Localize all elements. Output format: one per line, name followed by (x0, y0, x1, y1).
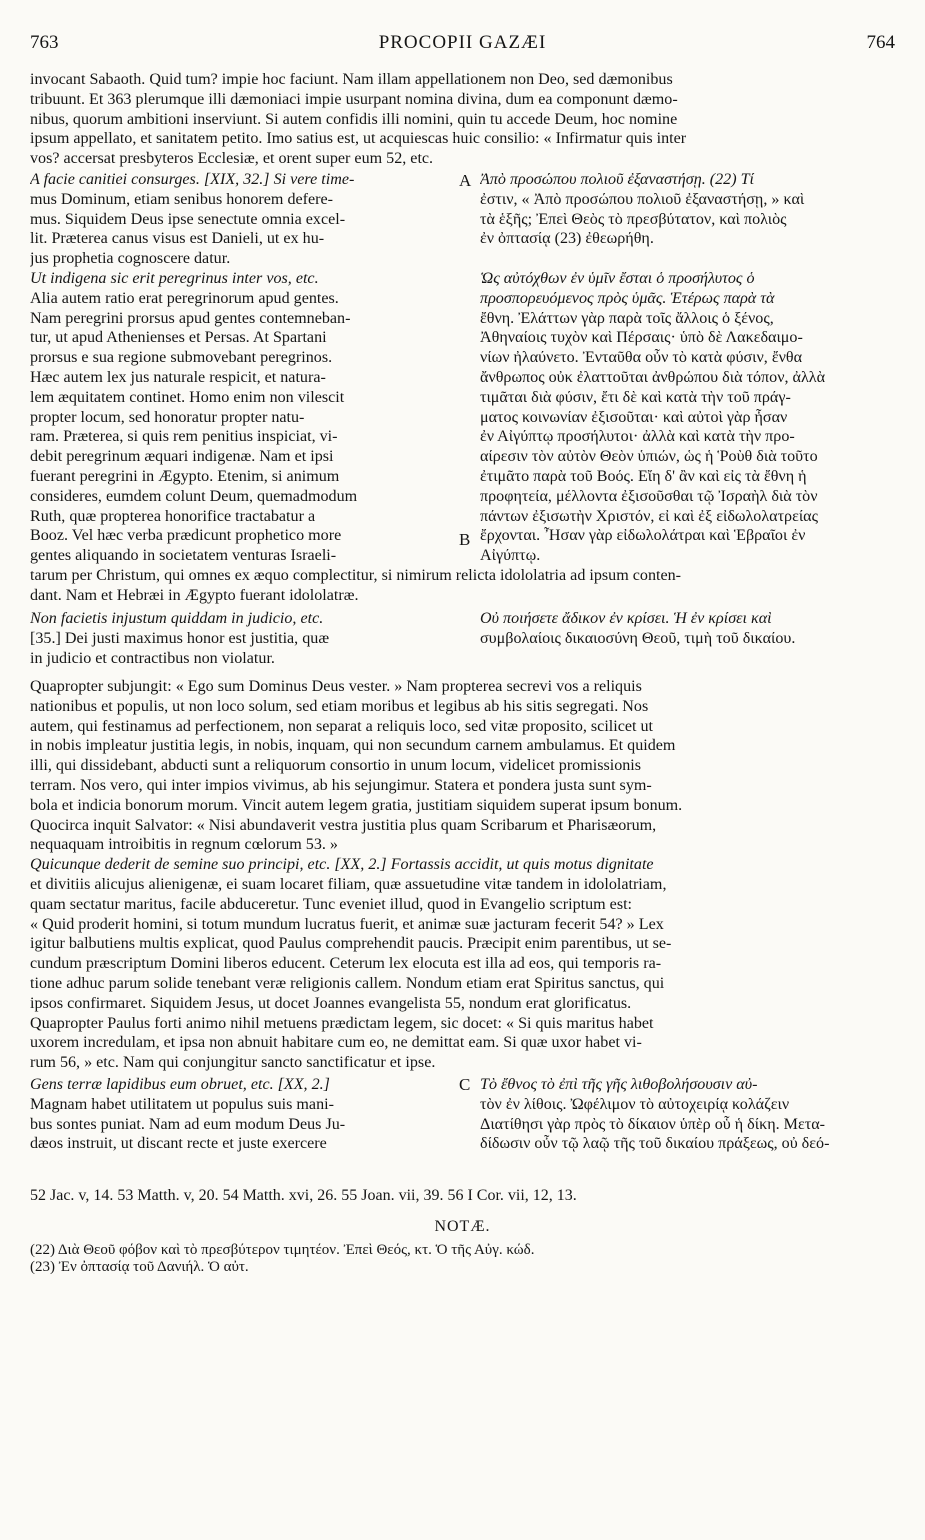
greek-column-3 (480, 1075, 892, 1154)
text-line: tione adhuc parum solide tenebant veræ religionis callem. Nondum etiam erat Spiritus sanctus, qui (30, 974, 665, 992)
text-line: Alia autem ratio erat peregrinorum apud gentes. (30, 289, 339, 307)
text-line: Nam peregrini prorsus apud gentes contemneban- (30, 309, 351, 327)
page-number-left: 763 (30, 32, 59, 53)
margin-mark-c: C (459, 1075, 471, 1094)
note-item: (23) Ἐν ὀπτασίᾳ τοῦ Δανιήλ. Ὁ αὐτ. (30, 1259, 249, 1275)
text-line: « Quid proderit homini, si totum mundum lucratus fuerit, et animæ suæ jacturam fecerit 54? » Lex (30, 915, 664, 933)
margin-mark-a: A (459, 171, 472, 190)
text-line: dant. Nam et Hebræi in Ægypto fuerant idololatræ. (30, 586, 359, 604)
text-line: tribuunt. Et 363 plerumque illi dæmoniaci impie usurpant nomina divina, dum ea componunt dæmo- (30, 90, 678, 108)
text-line: bola et indicia bonorum morum. Vincit autem legem gratia, justitiam siquidem superat ipsum bonum. (30, 796, 683, 814)
latin-column-2 (30, 609, 458, 668)
text-line: ἔθνη. Ἐλάττων γὰρ παρὰ τοῖς ἄλλοις ὁ ξένος, (480, 309, 774, 327)
notae-heading: NOTÆ. (434, 1218, 491, 1235)
text-line: Αἰγύπτῳ. (480, 547, 541, 565)
text-line: Διατίθησι γὰρ πρὸς τὸ δίκαιον ὑπὲρ οὗ ἡ δίκη. Μετα- (480, 1115, 825, 1133)
text-line: ram. Præterea, si quis rem penitius inspiciat, vi- (30, 428, 338, 446)
latin-column-1 (30, 170, 458, 566)
text-line: quam sectatur maritus, facile abduceretur. Tunc eveniet illud, quod in Evangelio scriptum est: (30, 895, 633, 913)
text-line: ipsum appellato, et sanitatem petito. Imo satius est, ut acquiescas huic consilio: « Infirmatur quis inter (30, 130, 687, 148)
main-paragraph (30, 677, 892, 1073)
text-line: autem, qui festinamus ad perfectionem, non separat a reliquis loco, sed vitæ proposito, scilicet ut (30, 717, 654, 735)
text-line: rum 56, » etc. Nam qui conjungitur sancto sanctificatur et ipse. (30, 1054, 436, 1072)
greek-column-1 (480, 170, 892, 566)
text-line: igitur balbutiens multis explicat, quod Paulus comprehendit paucis. Præcipit enim parentibus, ut se- (30, 935, 672, 953)
latin-column-3 (30, 1075, 458, 1154)
text-line: tarum per Christum, qui omnes ex æquo complectitur, si nimirum relicta idololatria ad ipsum conten- (30, 567, 682, 584)
page-number-right: 764 (866, 32, 895, 53)
text-line: prorsus e sua regione submovebant peregrinos. (30, 349, 333, 367)
lemma-line: Τὸ ἔθνος τὸ ἐπὶ τῆς γῆς λιθοβολήσουσιν αὐ- (480, 1076, 758, 1093)
text-line: consideres, eumdem colunt Deum, quemadmodum (30, 487, 358, 505)
text-line: πάντων ἐξισωτὴν Χριστόν, εἰ καὶ ἐξ εἰδωλολατρείας (480, 507, 818, 525)
text-line: τὰ ἑξῆς; Ἐπεὶ Θεὸς τὸ πρεσβύτατον, καὶ πολιὸς (480, 210, 787, 228)
intro-paragraph (30, 70, 892, 169)
text-line: dæos instruit, ut discant recte et juste exercere (30, 1135, 327, 1153)
text-line: Booz. Vel hæc verba prædicunt prophetico more (30, 527, 342, 545)
text-line: vos? accersat presbyteros Ecclesiæ, et orent super eum 52, etc. (30, 150, 434, 168)
text-line: τὸν ἐν λίθοις. Ὠφέλιμον τὸ αὐτοχειρίᾳ κολάζειν (480, 1095, 790, 1113)
text-line: uxorem incredulam, et ipsa non abnuit habitare cum eo, ne demittat eam. Si quæ uxor habet vi- (30, 1034, 642, 1052)
margin-mark-b: B (459, 530, 471, 549)
text-line: nationibus et populis, ut non loco solum, sed etiam moribus et legibus ab his sitis segregati. Nos (30, 697, 649, 715)
bridge-paragraph (30, 566, 892, 606)
lemma-line: A facie canitiei consurges. [XIX, 32.] Si vere time- (30, 171, 355, 188)
text-line: cundum præscriptum Domini liberos educent. Ceterum lex elocuta est illa ad eos, qui temporis ra- (30, 955, 662, 973)
text-line: τιμᾶται διὰ φύσιν, ἔτι δὲ καὶ κατὰ τὴν τοῦ πράγ- (480, 388, 791, 406)
text-line: nequaquam introibitis in regnum cœlorum 53. » (30, 836, 338, 854)
text-line: Ἀθηναίοις τυχὸν καὶ Πέρσαις· ὑπὸ δὲ Λακεδαιμο- (480, 329, 803, 347)
lemma-line: Quicunque dederit de semine suo principi, etc. [XX, 2.] Fortassis accidit, ut quis motus dignitate (30, 856, 654, 874)
text-line: ἐν Αἰγύπτῳ προσήλυτοι· ἀλλὰ καὶ κατὰ τὴν προ- (480, 428, 795, 446)
text-line: terram. Nos vero, qui inter impios vivimus, ab his sejungimur. Statera et pondera justa sunt sym- (30, 776, 652, 794)
text-line: ματος κοινωνίαν ἐξισοῦται· καὶ αὐτοὶ γὰρ ἦσαν (480, 408, 788, 426)
text-line: mus Dominum, etiam senibus honorem defere- (30, 190, 334, 208)
text-line: αίρεσιν τὸν αὐτὸν Θεὸν ὑπιών, ὡς ἡ Ῥοὺθ διὰ τοῦτο (480, 448, 818, 466)
lemma-line: Οὐ ποιήσετε ἄδικον ἐν κρίσει. Ἡ ἐν κρίσει καὶ (480, 610, 772, 627)
note-item: (22) Διὰ Θεοῦ φόβον καὶ τὸ πρεσβύτερον τιμητέον. Ἐπεὶ Θεός, κτ. Ὁ τῆς Αὐγ. κώδ. (30, 1242, 535, 1258)
text-line: debit peregrinum æquari indigenæ. Nam et ipsi (30, 448, 334, 466)
lemma-line: Gens terræ lapidibus eum obruet, etc. [XX, 2.] (30, 1076, 330, 1093)
text-line: [35.] Dei justi maximus honor est justitia, quæ (30, 629, 330, 647)
lemma-line: Ὡς αὐτόχθων ἐν ὑμῖν ἔσται ὁ προσήλυτος ὁ (480, 269, 755, 287)
text-line: illi, qui dissidebant, abducti sunt a reliquorum consortio in unum locum, videlicet promissionis (30, 757, 642, 775)
text-line: invocant Sabaoth. Quid tum? impie hoc faciunt. Nam illam appellationem non Deo, sed dæmonibus (30, 71, 673, 88)
text-line: fuerant peregrini in Ægypto. Etenim, si animum (30, 467, 340, 485)
text-line: δίδωσιν οὖν τῷ λαῷ τῆς τοῦ δικαίου πράξεως, οὐ δεό- (480, 1135, 830, 1153)
text-line: mus. Siquidem Deus ipse senectute omnia excel- (30, 210, 346, 228)
text-line: ἐτιμᾶτο παρὰ τοῦ Βοός. Εἴη δ' ἂν καὶ εἰς τὰ ἔθνη ἡ (480, 467, 807, 485)
text-line: προσπορευόμενος πρὸς ὑμᾶς. Ἑτέρως παρὰ τὰ (480, 289, 775, 307)
text-line: gentes aliquando in societatem venturas Israeli- (30, 547, 337, 565)
text-line: lit. Præterea canus visus est Danieli, ut ex hu- (30, 230, 325, 248)
notae-list (30, 1242, 892, 1276)
blank-line (480, 249, 892, 269)
text-line: bus sontes puniat. Nam ad eum modum Deus Ju- (30, 1115, 346, 1133)
text-line: lem æquitatem continet. Homo enim non vilescit (30, 388, 345, 406)
text-line: in judicio et contractibus non violatur. (30, 649, 275, 667)
text-line: Ruth, quæ propterea honorifice tractabatur a (30, 507, 316, 525)
lemma-line: Ut indigena sic erit peregrinus inter vos, etc. (30, 269, 319, 287)
text-line: ἔρχονται. Ἦσαν γὰρ εἰδωλολάτραι καὶ Ἑβραῖοι ἐν (480, 527, 806, 545)
text-line: Quapropter Paulus forti animo nihil metuens prædictam legem, sic docet: « Si quis maritus habet (30, 1014, 654, 1032)
lemma-line: Ἀπὸ προσώπου πολιοῦ ἐξαναστήσῃ. (22) Τί (480, 171, 754, 188)
text-line: Hæc autem lex jus naturale respicit, et natura- (30, 368, 326, 386)
text-line: jus prophetia cognoscere datur. (30, 250, 231, 268)
running-header (0, 32, 925, 62)
text-line: in nobis impleatur justitia legis, in nobis, inquam, qui non secundum carnem ambulamus. Et quidem (30, 737, 676, 755)
text-line: ipsos confirmaret. Siquidem Jesus, ut docet Joannes evangelista 55, nondum erat glorificatus. (30, 994, 632, 1012)
text-line: ἄνθρωπος οὐκ ἐλαττοῦται ἀνθρώπου διὰ τόπον, ἀλλὰ (480, 368, 826, 386)
running-title: PROCOPII GAZÆI (378, 32, 547, 53)
text-line: propter locum, sed honoratur propter natu- (30, 408, 305, 426)
text-line: et divitiis alicujus alienigenæ, ei suam locaret filiam, quæ assuetudine vitæ tandem in idololatriam, (30, 875, 667, 893)
text-line: Quapropter subjungit: « Ego sum Dominus Deus vester. » Nam propterea secrevi vos a reliquis (30, 678, 642, 695)
text-line: tur, ut apud Athenienses et Persas. At Spartani (30, 329, 327, 347)
lemma-line: Non facietis injustum quiddam in judicio, etc. (30, 610, 324, 627)
text-line: nibus, quorum ambitioni inserviunt. Si autem confidis illi nomini, quin tu accede Deum, hoc nomine (30, 110, 678, 128)
text-line: συμβολαίοις δικαιοσύνη Θεοῦ, τιμὴ τοῦ δικαίου. (480, 629, 796, 647)
text-line: νίων ἠλαύνετο. Ἐνταῦθα οὖν τὸ κατὰ φύσιν, ἔνθα (480, 349, 803, 367)
greek-column-2 (480, 609, 892, 649)
text-line: ἐν ὀπτασίᾳ (23) ἐθεωρήθη. (480, 230, 654, 248)
scripture-footnotes: 52 Jac. v, 14. 53 Matth. v, 20. 54 Matth. xvi, 26. 55 Joan. vii, 39. 56 I Cor. vii, 12, 13. (30, 1187, 577, 1204)
text-line: Magnam habet utilitatem ut populus suis mani- (30, 1095, 334, 1113)
text-line: Quocirca inquit Salvator: « Nisi abundaverit vestra justitia plus quam Scribarum et Pharisæorum, (30, 816, 657, 834)
text-line: προφητεία, μέλλοντα ἐξισοῦσθαι τῷ Ἰσραὴλ διὰ τὸν (480, 487, 818, 505)
text-line: ἐστιν, « Ἀπὸ προσώπου πολιοῦ ἐξαναστήσῃ, » καὶ (480, 190, 805, 208)
